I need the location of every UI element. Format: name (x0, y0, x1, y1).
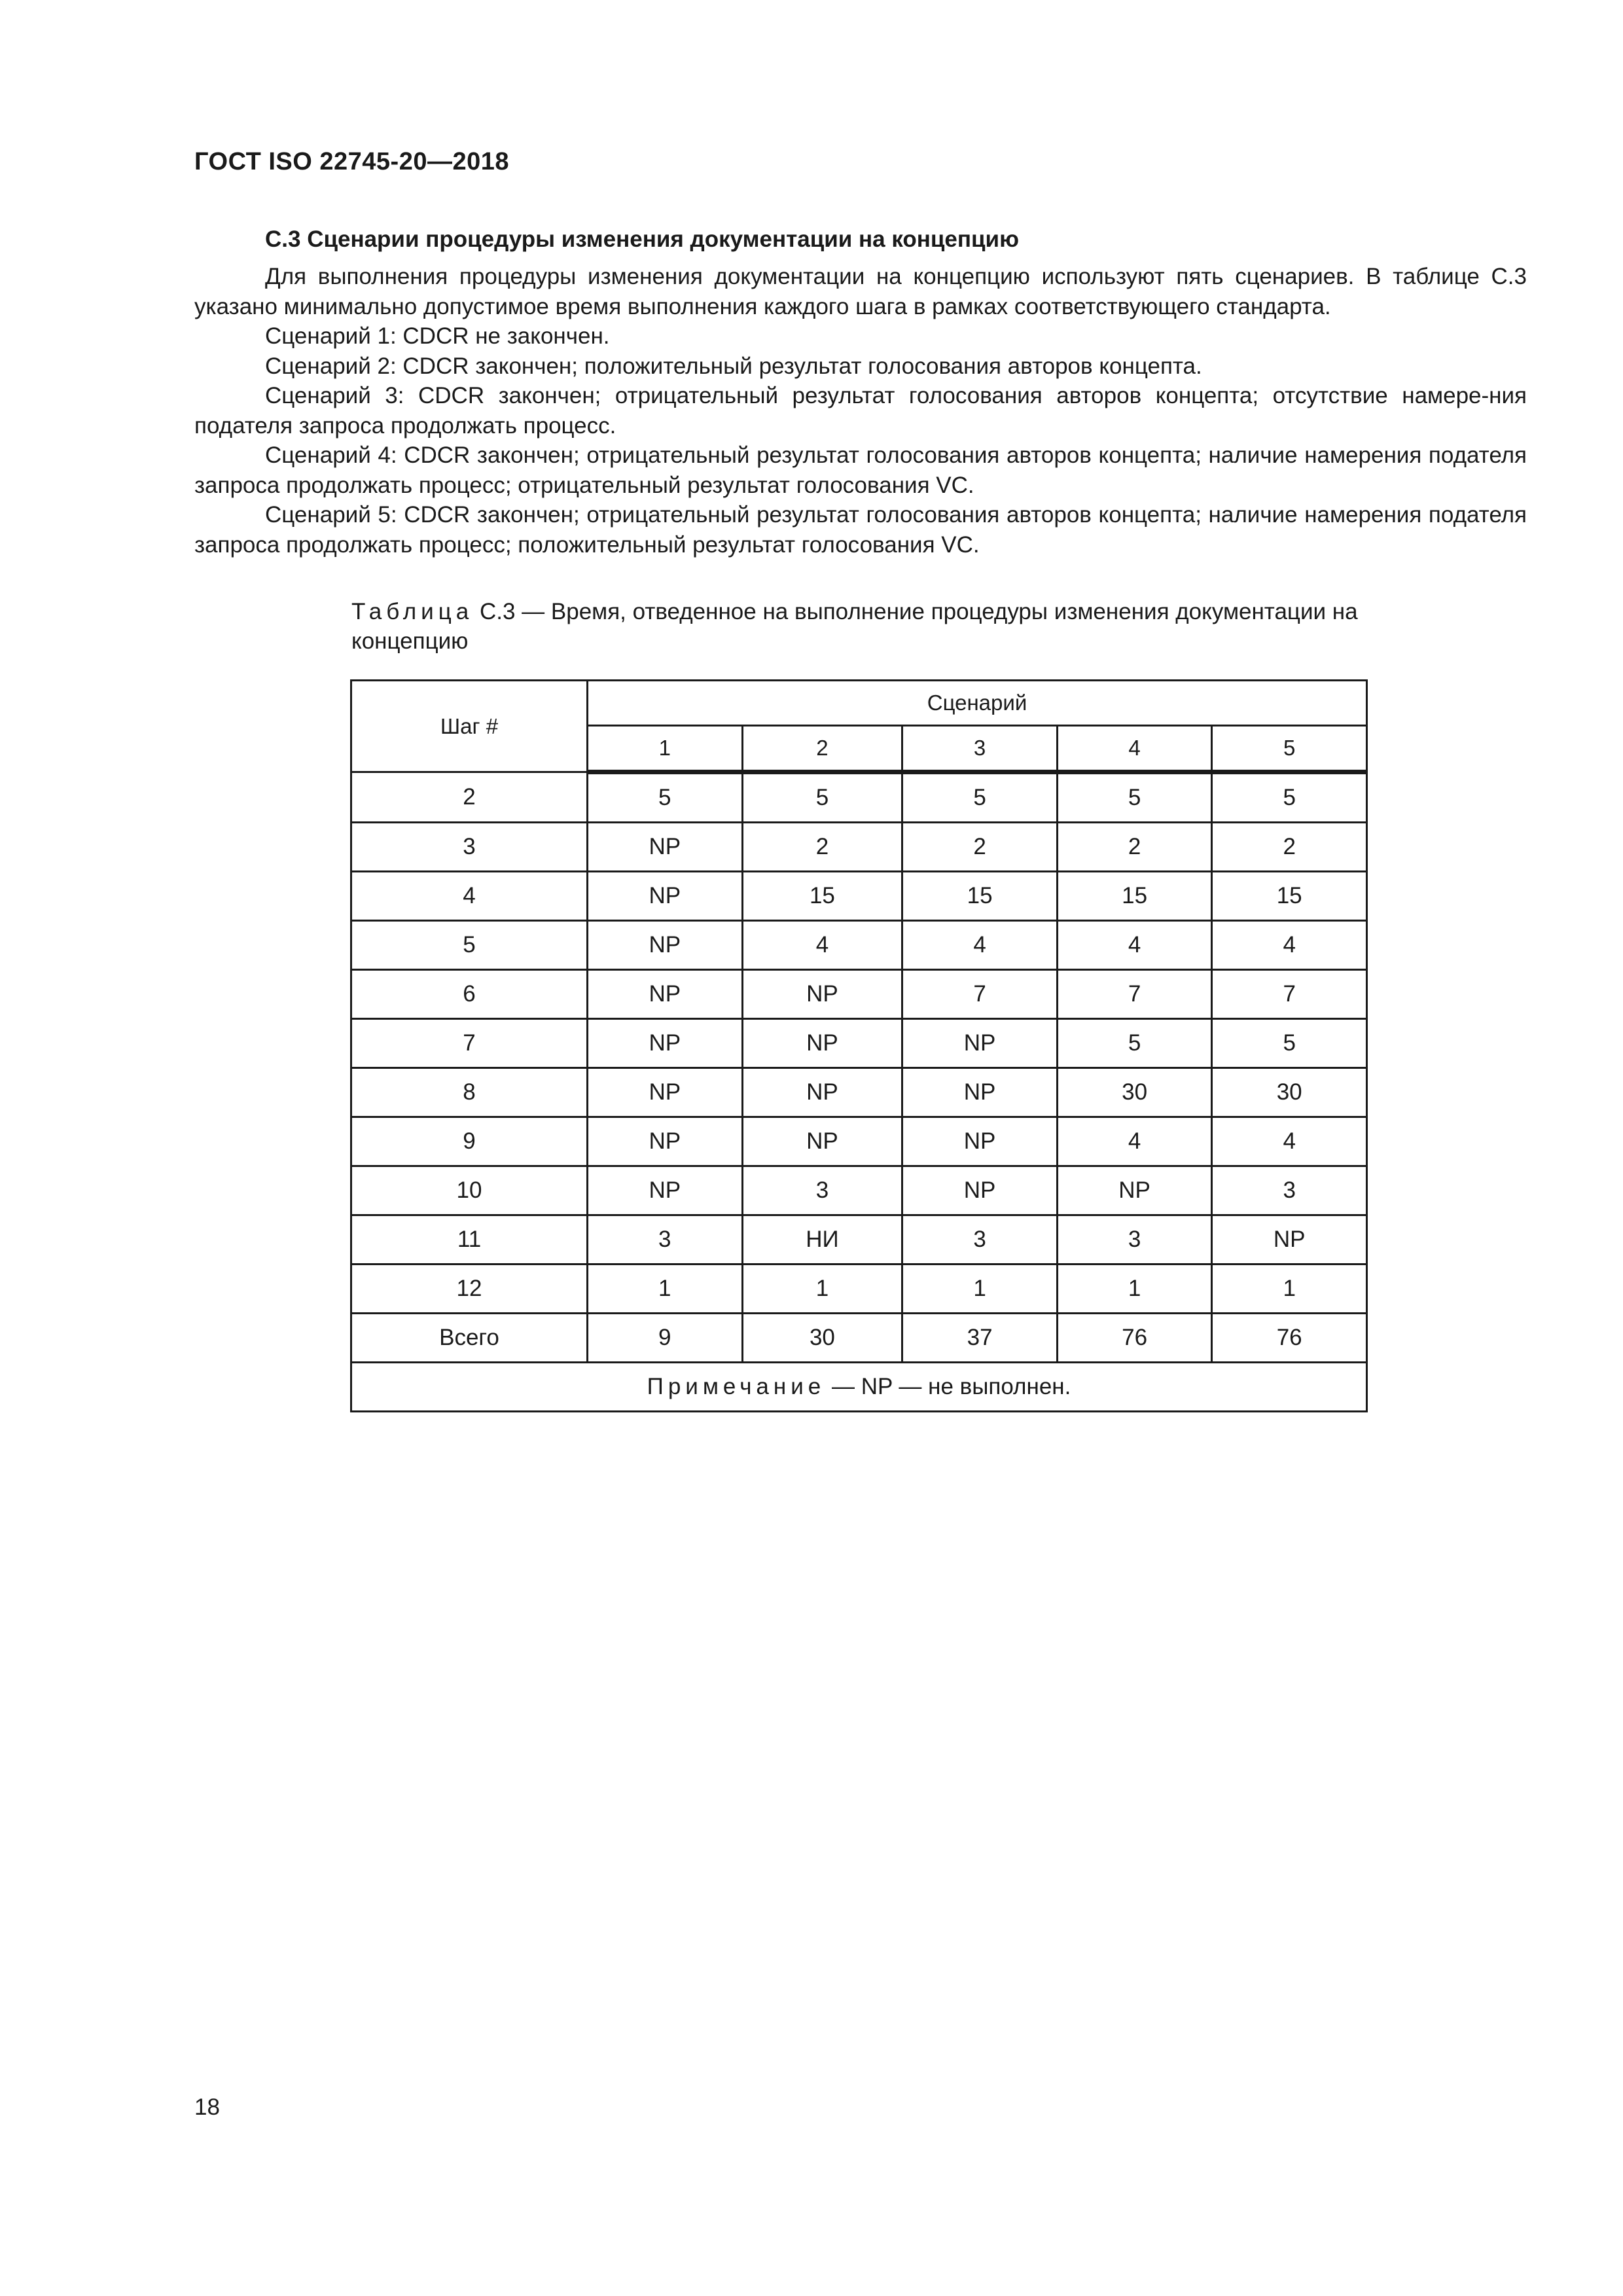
value-cell: 2 (1057, 823, 1212, 872)
step-cell: 8 (351, 1068, 588, 1117)
step-cell: 2 (351, 772, 588, 823)
value-cell: НИ (742, 1215, 902, 1265)
header-scenario-5: 5 (1212, 726, 1367, 772)
value-cell: NP (588, 1117, 743, 1166)
paragraph-scenario-1: Сценарий 1: CDCR не закончен. (265, 323, 610, 349)
header-scenario-1: 1 (588, 726, 743, 772)
value-cell: NP (588, 823, 743, 872)
value-cell: NP (742, 1117, 902, 1166)
value-cell: 2 (742, 823, 902, 872)
table-row (351, 823, 1367, 872)
table-caption (351, 597, 1425, 656)
value-cell: NP (742, 1019, 902, 1068)
value-cell: 5 (1212, 772, 1367, 823)
total-cell: 37 (902, 1314, 1058, 1363)
header-step: Шаг # (351, 681, 588, 772)
value-cell: NP (588, 1019, 743, 1068)
value-cell: NP (1212, 1215, 1367, 1265)
value-cell: 30 (1057, 1068, 1212, 1117)
value-cell: NP (588, 1166, 743, 1215)
value-cell: NP (902, 1117, 1058, 1166)
table-caption-number: С.3 (479, 599, 516, 624)
header-scenario: Сценарий (588, 681, 1367, 726)
step-cell: 7 (351, 1019, 588, 1068)
step-cell: 4 (351, 872, 588, 921)
header-scenario-4: 4 (1057, 726, 1212, 772)
value-cell: 2 (902, 823, 1058, 872)
value-cell: 3 (902, 1215, 1058, 1265)
table-row (351, 1166, 1367, 1215)
total-cell: 76 (1212, 1314, 1367, 1363)
note-label: Примечание (647, 1374, 826, 1399)
header-scenario-2: 2 (742, 726, 902, 772)
step-cell: 3 (351, 823, 588, 872)
section-body (194, 262, 1527, 560)
table-row (351, 872, 1367, 921)
step-cell: 10 (351, 1166, 588, 1215)
total-row (351, 1314, 1367, 1363)
total-label: Всего (351, 1314, 588, 1363)
value-cell: 7 (1212, 970, 1367, 1019)
paragraph-scenario-3: Сценарий 3: CDCR закончен; отрицательный результат голосования авторов концепта; отсутствие намере-ния подателя запроса продолжать процесс. (194, 383, 1527, 439)
value-cell: 3 (1057, 1215, 1212, 1265)
table-row (351, 1215, 1367, 1265)
step-cell: 5 (351, 921, 588, 970)
step-cell: 12 (351, 1265, 588, 1314)
value-cell: 7 (1057, 970, 1212, 1019)
value-cell: NP (742, 1068, 902, 1117)
value-cell: NP (902, 1019, 1058, 1068)
value-cell: 5 (1057, 1019, 1212, 1068)
value-cell: NP (588, 1068, 743, 1117)
value-cell: 4 (1057, 1117, 1212, 1166)
value-cell: 15 (742, 872, 902, 921)
value-cell: 4 (1212, 921, 1367, 970)
value-cell: 5 (1057, 772, 1212, 823)
step-cell: 11 (351, 1215, 588, 1265)
page-number: 18 (194, 2094, 220, 2120)
value-cell: 7 (902, 970, 1058, 1019)
table-body (351, 772, 1367, 1412)
total-cell: 76 (1057, 1314, 1212, 1363)
value-cell: NP (902, 1068, 1058, 1117)
table-row (351, 1019, 1367, 1068)
header-scenario-3: 3 (902, 726, 1058, 772)
document-code: ГОСТ ISO 22745-20—2018 (194, 148, 510, 175)
step-cell: 9 (351, 1117, 588, 1166)
value-cell: NP (588, 872, 743, 921)
value-cell: NP (588, 970, 743, 1019)
table-row (351, 772, 1367, 823)
value-cell: 2 (1212, 823, 1367, 872)
value-cell: 1 (742, 1265, 902, 1314)
value-cell: 4 (1057, 921, 1212, 970)
value-cell: 1 (588, 1265, 743, 1314)
paragraph-scenario-2: Сценарий 2: CDCR закончен; положительный результат голосования авторов концепта. (265, 353, 1202, 379)
table-row (351, 921, 1367, 970)
step-cell: 6 (351, 970, 588, 1019)
value-cell: 3 (588, 1215, 743, 1265)
section-heading: С.3 Сценарии процедуры изменения документации на концепцию (265, 226, 1019, 252)
value-cell: NP (742, 970, 902, 1019)
scenario-time-table (350, 679, 1368, 1412)
value-cell: 15 (1057, 872, 1212, 921)
value-cell: 5 (1212, 1019, 1367, 1068)
total-cell: 30 (742, 1314, 902, 1363)
value-cell: 4 (902, 921, 1058, 970)
value-cell: 3 (1212, 1166, 1367, 1215)
paragraph-intro: Для выполнения процедуры изменения документации на концепцию используют пять сценариев. В таблице С.3 указано минимально допустимое время выполнения каждого шага в рамках соответствующего стандарта. (194, 264, 1527, 319)
value-cell: 3 (742, 1166, 902, 1215)
value-cell: 15 (902, 872, 1058, 921)
paragraph-scenario-4: Сценарий 4: CDCR закончен; отрицательный результат голосования авторов концепта; наличие намерения подателя запроса продолжать процесс; отрицательный результат голосования VC. (194, 442, 1527, 498)
table-caption-label: Таблица (351, 599, 474, 624)
value-cell: 30 (1212, 1068, 1367, 1117)
table-caption-text: — Время, отведенное на выполнение процедуры изменения документации на концепцию (351, 599, 1358, 654)
note-row (351, 1363, 1367, 1412)
value-cell: 4 (742, 921, 902, 970)
table-row (351, 1265, 1367, 1314)
value-cell: 1 (1212, 1265, 1367, 1314)
value-cell: 1 (902, 1265, 1058, 1314)
value-cell: 15 (1212, 872, 1367, 921)
table-row (351, 970, 1367, 1019)
value-cell: NP (1057, 1166, 1212, 1215)
note-text: — NP — не выполнен. (831, 1374, 1071, 1399)
paragraph-scenario-5: Сценарий 5: CDCR закончен; отрицательный результат голосования авторов концепта; наличие намерения подателя запроса продолжать процесс; положительный результат голосования VC. (194, 502, 1527, 558)
value-cell: NP (902, 1166, 1058, 1215)
value-cell: 5 (902, 772, 1058, 823)
value-cell: 5 (742, 772, 902, 823)
table-note (351, 1363, 1367, 1412)
value-cell: 4 (1212, 1117, 1367, 1166)
value-cell: 5 (588, 772, 743, 823)
value-cell: NP (588, 921, 743, 970)
table-row (351, 1117, 1367, 1166)
value-cell: 1 (1057, 1265, 1212, 1314)
total-cell: 9 (588, 1314, 743, 1363)
table-row (351, 1068, 1367, 1117)
